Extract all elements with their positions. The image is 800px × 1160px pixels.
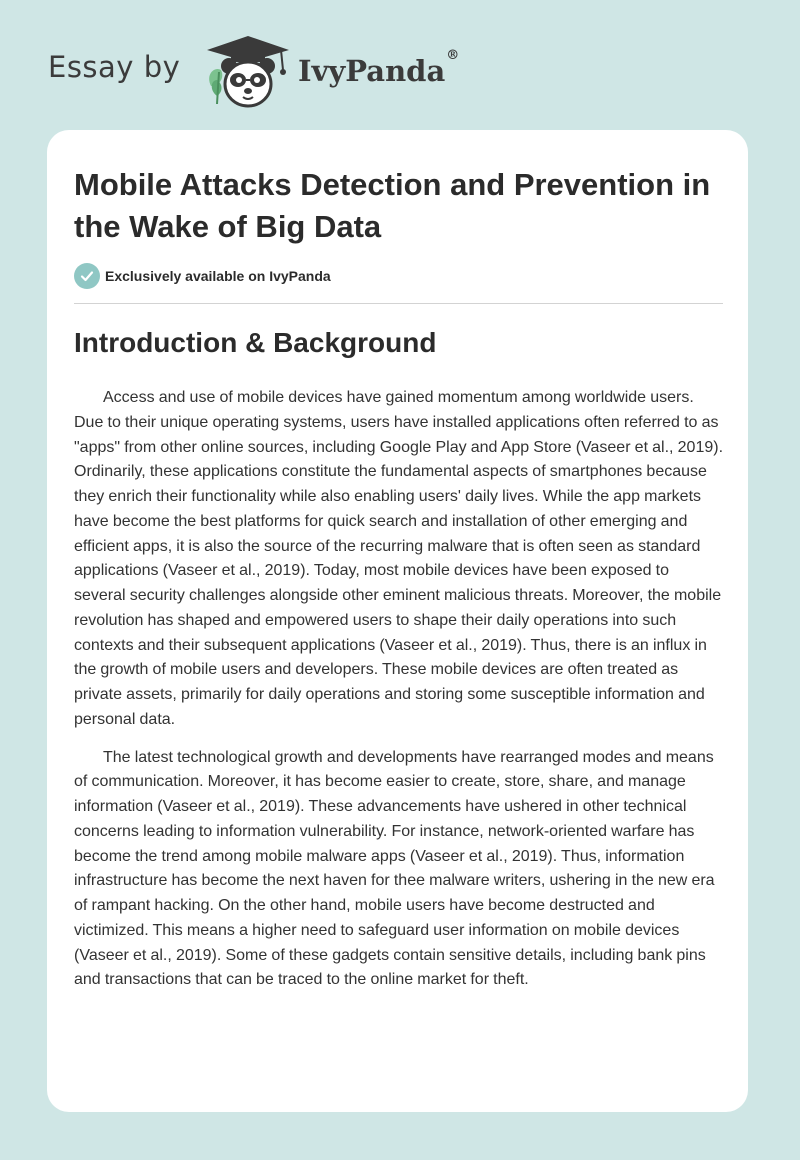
essay-card: [47, 130, 748, 1112]
brand-name: IvyPanda: [298, 54, 446, 88]
essay-by-label: Essay by: [48, 50, 181, 84]
checkmark-icon: [74, 263, 100, 289]
paragraph: Access and use of mobile devices have gained momentum among worldwide users. Due to their unique operating systems, users have installed applications often referred to as "apps" from other online sources, including Google Play and App Store (Vaseer et al., 2019). Ordinarily, these applications constitute the fundamental aspects of smartphones because they enrich their functionality while also enabling users' daily lives. While the app markets have become the best platforms for quick search and installation of other emerging and efficient apps, it is also the source of the recurring malware that is often seen as standard applications (Vaseer et al., 2019). Today, most mobile devices have been exposed to several security challenges alongside other eminent malicious threats. Moreover, the mobile revolution has shaped and empowered users to shape their daily operations into such contexts and their subsequent applications (Vaseer et al., 2019). Thus, there is an influx in the growth of mobile users and developers. These mobile devices are often treated as private assets, primarily for daily operations and storing some susceptible information and personal data.: [74, 389, 724, 728]
essay-body: [74, 386, 724, 1006]
brand-logo[interactable]: [298, 48, 460, 88]
site-header: [48, 30, 752, 110]
panda-logo-icon[interactable]: [203, 30, 293, 110]
exclusive-badge: [74, 263, 331, 289]
registered-mark: ®: [446, 48, 460, 63]
divider: [74, 303, 723, 304]
section-heading: Introduction & Background: [74, 327, 437, 358]
paragraph: The latest technological growth and developments have rearranged modes and means of communication. Moreover, it has become easier to create, store, share, and manage information (Vaseer et al., 2019). These advancements have ushered in other technical concerns leading to information vulnerability. For instance, network-oriented warfare has become the trend among mobile malware apps (Vaseer et al., 2019). Thus, information infrastructure has become the next haven for thee malware writers, ushering in the new era of rampant hacking. On the other hand, mobile users have become destructed and victimized. This means a higher need to safeguard user information on mobile devices (Vaseer et al., 2019). Some of these gadgets contain sensitive details, including bank pins and transactions that can be traced to the online market for theft.: [74, 748, 715, 989]
exclusive-badge-text: Exclusively available on IvyPanda: [105, 268, 331, 284]
essay-title: Mobile Attacks Detection and Prevention in the Wake of Big Data: [74, 167, 711, 244]
